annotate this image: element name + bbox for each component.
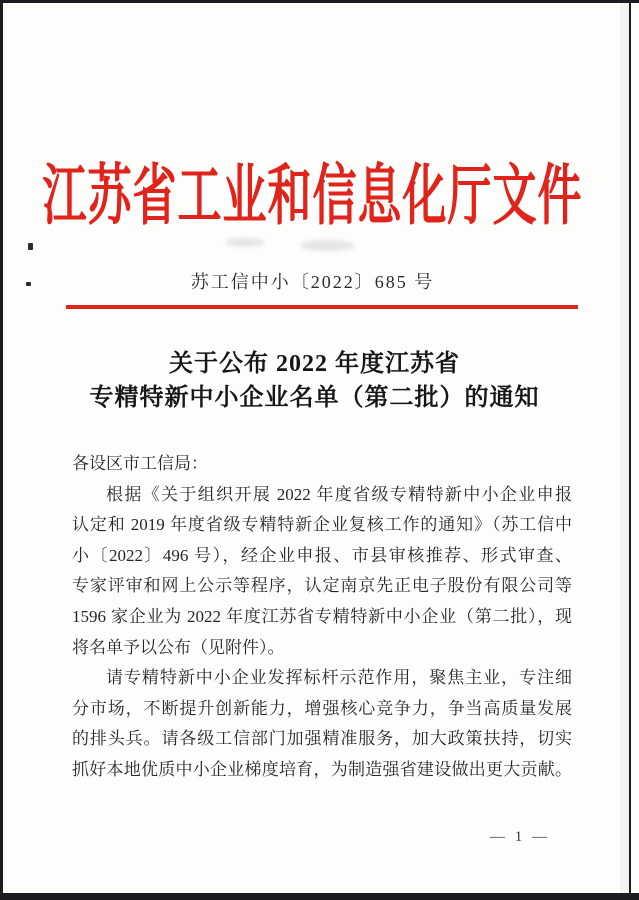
scan-smudge: [225, 238, 265, 247]
body-line: 请专精特新中小企业发挥标杆示范作用，聚焦主业，专注细: [106, 668, 572, 688]
body-line: 的排头兵。请各级工信部门加强精准服务，加大政策扶持，切实: [72, 729, 572, 749]
notice-body: [72, 449, 572, 786]
page-edge-shade: [620, 3, 629, 893]
body-line: 根据《关于组织开展 2022 年度省级专精特新中小企业申报: [106, 484, 572, 504]
page-edge-left: [0, 0, 3, 900]
agency-letterhead: 江苏省工业和信息化厅文件: [42, 159, 583, 233]
salutation-line: 各设区市工信局：: [72, 454, 208, 473]
letterhead-divider-rule: [66, 305, 578, 309]
body-line: 认定和 2019 年度省级专精特新企业复核工作的通知》（苏工信中: [72, 515, 572, 535]
notice-title: [40, 347, 589, 415]
document-number: 苏工信中小〔2022〕685 号: [190, 272, 435, 292]
scan-speck: [28, 243, 33, 250]
body-line: 专家评审和网上公示等程序，认定南京先正电子股份有限公司等: [72, 576, 572, 596]
page-number: — 1 —: [490, 829, 550, 845]
body-line: 小〔2022〕496 号），经企业申报、市县审核推荐、形式审查、: [72, 545, 572, 565]
body-line: 1596 家企业为 2022 年度江苏省专精特新中小企业（第二批），现: [72, 606, 572, 626]
scan-smudge: [300, 240, 355, 251]
body-line: 将名单予以公布（见附件）。: [72, 637, 285, 657]
page-edge-top: [0, 0, 639, 3]
body-line: 分市场，不断提升创新能力，增强核心竞争力，争当高质量发展: [72, 698, 572, 718]
page-edge-right: [629, 0, 631, 900]
page-edge-bottom: [0, 893, 639, 900]
body-line: 抓好本地优质中小企业梯度培育，为制造强省建设做出更大贡献。: [72, 759, 572, 779]
notice-title-line-1: 关于公布 2022 年度江苏省: [169, 351, 460, 377]
notice-title-line-2: 专精特新中小企业名单（第二批）的通知: [89, 385, 540, 411]
